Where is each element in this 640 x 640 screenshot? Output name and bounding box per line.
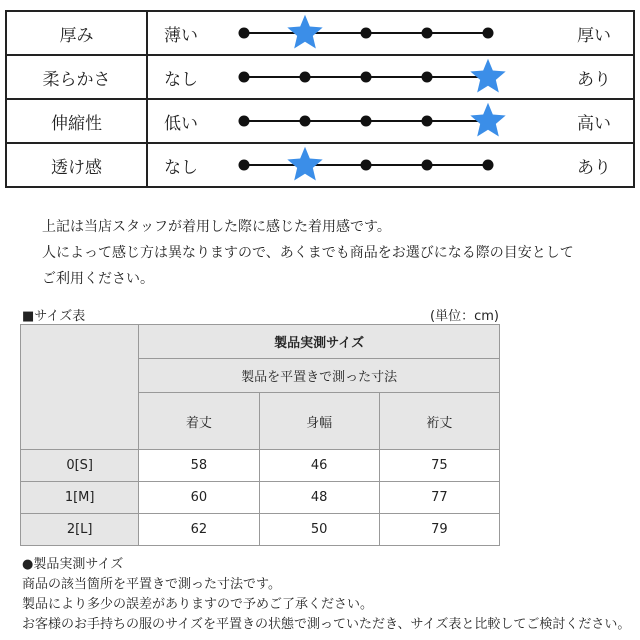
feel-row <box>6 143 634 187</box>
table-cell: 75 <box>379 450 499 482</box>
note-line: 人によって感じ方は異なりますので、あくまでも商品をお選びになる際の目安として <box>42 245 574 261</box>
scale-dot <box>360 160 371 171</box>
column-header: 身幅 <box>259 393 379 450</box>
scale-dot <box>299 116 310 127</box>
table-row <box>21 450 500 482</box>
scale-dot <box>238 28 249 39</box>
scale-dot <box>360 28 371 39</box>
scale-dot <box>421 160 432 171</box>
note-line: ご利用ください。 <box>42 271 154 287</box>
scale-dot <box>360 116 371 127</box>
scale-dot <box>482 28 493 39</box>
scale-dot <box>299 72 310 83</box>
footer-line: 商品の該当箇所を平置きで測った寸法です。 <box>22 577 281 592</box>
scale-dot <box>238 72 249 83</box>
scale-min-label: なし <box>147 55 234 99</box>
column-header: 着丈 <box>139 393 259 450</box>
size-table <box>20 324 500 546</box>
corner-cell <box>21 325 139 450</box>
sub-header: 製品を平置きで測った寸法 <box>139 359 500 393</box>
scale-max-label: あり <box>555 143 634 187</box>
table-cell: 60 <box>139 482 259 514</box>
feel-label: 柔らかさ <box>6 55 147 99</box>
size-label: 1[M] <box>21 482 139 514</box>
scale-max-label: あり <box>555 55 634 99</box>
feel-row <box>6 11 634 55</box>
feel-label: 厚み <box>6 11 147 55</box>
scale-dot <box>238 160 249 171</box>
scale-min-label: 薄い <box>147 11 234 55</box>
rating-scale <box>234 11 555 55</box>
group-header: 製品実測サイズ <box>139 325 500 359</box>
note-line: 上記は当店スタッフが着用した際に感じた着用感です。 <box>42 219 391 235</box>
scale-dot <box>421 72 432 83</box>
size-label: 0[S] <box>21 450 139 482</box>
scale-min-label: 低い <box>147 99 234 143</box>
table-row <box>21 514 500 546</box>
scale-dot <box>238 116 249 127</box>
footer-heading: ●製品実測サイズ <box>22 557 124 572</box>
notes <box>42 214 574 292</box>
feel-row <box>6 55 634 99</box>
column-header: 裄丈 <box>379 393 499 450</box>
rating-star-icon <box>468 100 508 140</box>
table-cell: 79 <box>379 514 499 546</box>
table-cell: 77 <box>379 482 499 514</box>
footer-line: 製品により多少の誤差がありますので予めご了承ください。 <box>22 597 374 612</box>
scale-max-label: 高い <box>555 99 634 143</box>
rating-star-icon <box>468 56 508 96</box>
scale-min-label: なし <box>147 143 234 187</box>
scale-dot <box>421 28 432 39</box>
table-row <box>21 482 500 514</box>
rating-star-icon <box>285 144 325 184</box>
feel-row <box>6 99 634 143</box>
scale-dot <box>482 160 493 171</box>
footer-line: お客様のお手持ちの服のサイズを平置きの状態で測っていただき、サイズ表と比較してご検討ください。 <box>22 617 631 632</box>
table-cell: 46 <box>259 450 379 482</box>
table-cell: 58 <box>139 450 259 482</box>
scale-dot <box>360 72 371 83</box>
rating-star-icon <box>285 12 325 52</box>
table-cell: 50 <box>259 514 379 546</box>
size-label: 2[L] <box>21 514 139 546</box>
scale-max-label: 厚い <box>555 11 634 55</box>
rating-scale <box>234 99 555 143</box>
scale-dot <box>421 116 432 127</box>
rating-scale <box>234 55 555 99</box>
size-table-unit: (単位：cm) <box>430 309 499 324</box>
rating-scale <box>234 143 555 187</box>
table-cell: 62 <box>139 514 259 546</box>
feel-table <box>5 10 635 188</box>
table-cell: 48 <box>259 482 379 514</box>
feel-label: 伸縮性 <box>6 99 147 143</box>
feel-label: 透け感 <box>6 143 147 187</box>
footer-notes <box>22 555 630 635</box>
size-table-title: ■サイズ表 <box>22 309 86 324</box>
